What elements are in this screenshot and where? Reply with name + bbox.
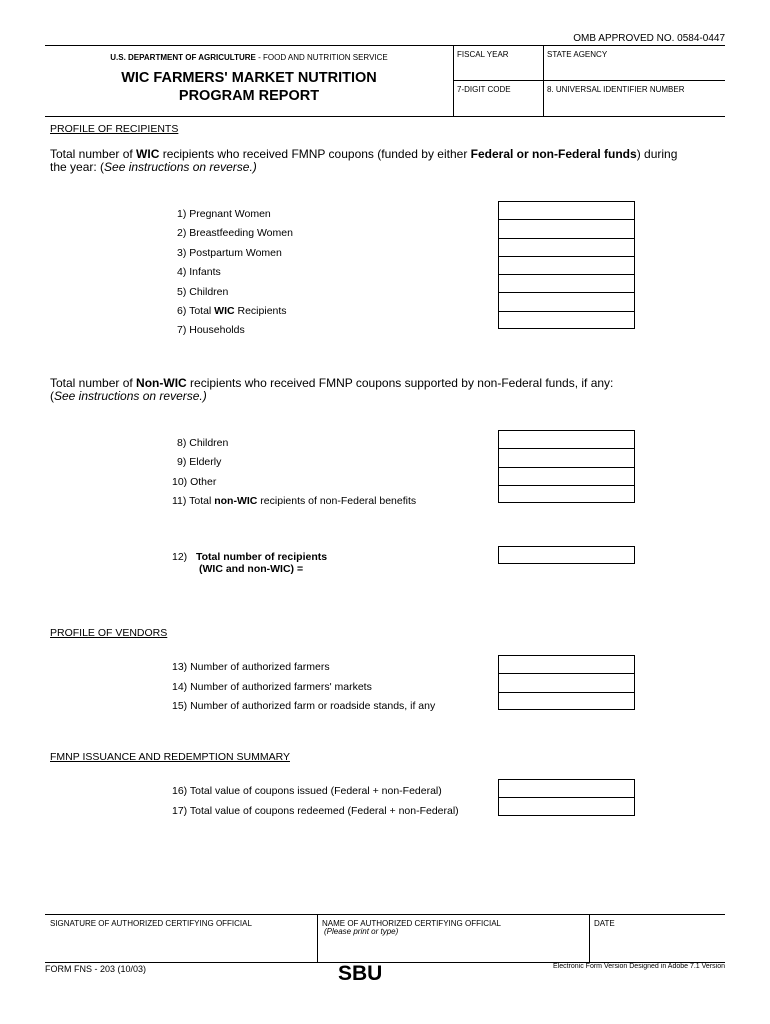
header-row-divider — [453, 80, 725, 81]
non-wic-recipients-intro: Total number of Non-WIC recipients who received FMNP coupons supported by non-Federal funds, if any: (See instructions on reverse.) — [50, 376, 614, 403]
input-box-8[interactable] — [498, 430, 635, 448]
item-authorized-farmers: 13) Number of authorized farmers — [172, 661, 330, 673]
header-divider — [543, 46, 544, 116]
input-box-17[interactable] — [498, 797, 635, 815]
department-line — [45, 53, 453, 62]
item-nonwic-children: 8) Children — [177, 437, 229, 449]
form-header — [45, 45, 725, 117]
input-box-14[interactable] — [498, 673, 635, 691]
input-box-2[interactable] — [498, 219, 635, 237]
form-number: FORM FNS - 203 (10/03) — [45, 964, 147, 974]
input-box-12[interactable] — [498, 546, 635, 564]
input-box-9[interactable] — [498, 448, 635, 466]
signature-divider — [317, 915, 318, 962]
item-households: 7) Households — [177, 324, 245, 336]
item-infants: 4) Infants — [177, 266, 221, 278]
item-other: 10) Other — [172, 476, 217, 488]
input-box-5[interactable] — [498, 274, 635, 292]
input-box-15[interactable] — [498, 692, 635, 710]
input-box-1[interactable] — [498, 201, 635, 219]
summary-boxes — [498, 779, 635, 816]
input-box-3[interactable] — [498, 238, 635, 256]
name-field-hint: (Please print or type) — [324, 927, 399, 936]
item-total-recipients: Total number of recipients (WIC and non-WIC) = — [196, 551, 328, 575]
signature-block — [45, 914, 725, 963]
name-field[interactable]: NAME OF AUTHORIZED CERTIFYING OFFICIAL — [322, 919, 501, 928]
date-field[interactable]: DATE — [594, 919, 615, 928]
wic-recipient-boxes — [498, 201, 635, 329]
input-box-7[interactable] — [498, 311, 635, 329]
wic-recipients-intro: Total number of WIC recipients who received FMNP coupons (funded by either Federal or non-Federal funds) during the year: (See instructions on reverse.) — [50, 147, 678, 174]
profile-of-recipients-heading: PROFILE OF RECIPIENTS — [50, 123, 179, 135]
issuance-summary-heading: FMNP ISSUANCE AND REDEMPTION SUMMARY — [50, 751, 290, 763]
form-title — [45, 69, 453, 105]
input-box-4[interactable] — [498, 256, 635, 274]
signature-divider — [589, 915, 590, 962]
fiscal-year-field[interactable]: FISCAL YEAR — [457, 50, 509, 59]
item-postpartum-women: 3) Postpartum Women — [177, 247, 282, 259]
form-title-line1: WIC FARMERS' MARKET NUTRITION — [121, 70, 377, 86]
non-wic-recipient-boxes — [498, 430, 635, 503]
item-breastfeeding-women: 2) Breastfeeding Women — [177, 227, 293, 239]
electronic-version-note: Electronic Form Version Designed in Adobe 7.1 Version — [553, 963, 725, 970]
service-name: - FOOD AND NUTRITION SERVICE — [255, 53, 388, 62]
item-authorized-markets: 14) Number of authorized farmers' markets — [172, 681, 372, 693]
profile-of-vendors-heading: PROFILE OF VENDORS — [50, 627, 168, 639]
vendor-boxes — [498, 655, 635, 710]
universal-identifier-field[interactable]: 8. UNIVERSAL IDENTIFIER NUMBER — [547, 85, 685, 94]
item-total-non-wic: 11) Total non-WIC recipients of non-Federal benefits — [172, 495, 417, 507]
form-title-line2: PROGRAM REPORT — [178, 88, 320, 104]
item-coupons-redeemed: 17) Total value of coupons redeemed (Federal + non-Federal) — [172, 805, 459, 817]
sbu-marking: SBU — [338, 962, 383, 985]
input-box-11[interactable] — [498, 485, 635, 503]
department-name: U.S. DEPARTMENT OF AGRICULTURE — [110, 53, 256, 62]
item-pregnant-women: 1) Pregnant Women — [177, 208, 271, 220]
item-total-recipients-number: 12) — [172, 551, 188, 563]
seven-digit-code-field[interactable]: 7-DIGIT CODE — [457, 85, 511, 94]
state-agency-field[interactable]: STATE AGENCY — [547, 50, 608, 59]
input-box-16[interactable] — [498, 779, 635, 797]
total-recipients-box-wrap — [498, 546, 635, 564]
omb-number: OMB APPROVED NO. 0584-0447 — [573, 33, 725, 44]
input-box-10[interactable] — [498, 467, 635, 485]
item-total-wic-recipients: 6) Total WIC Recipients — [177, 305, 287, 317]
item-children: 5) Children — [177, 286, 229, 298]
item-roadside-stands: 15) Number of authorized farm or roadside stands, if any — [172, 700, 436, 712]
item-elderly: 9) Elderly — [177, 456, 222, 468]
input-box-6[interactable] — [498, 292, 635, 310]
item-coupons-issued: 16) Total value of coupons issued (Federal + non-Federal) — [172, 785, 442, 797]
signature-field[interactable]: SIGNATURE OF AUTHORIZED CERTIFYING OFFICIAL — [50, 919, 252, 928]
header-divider — [453, 46, 454, 116]
input-box-13[interactable] — [498, 655, 635, 673]
